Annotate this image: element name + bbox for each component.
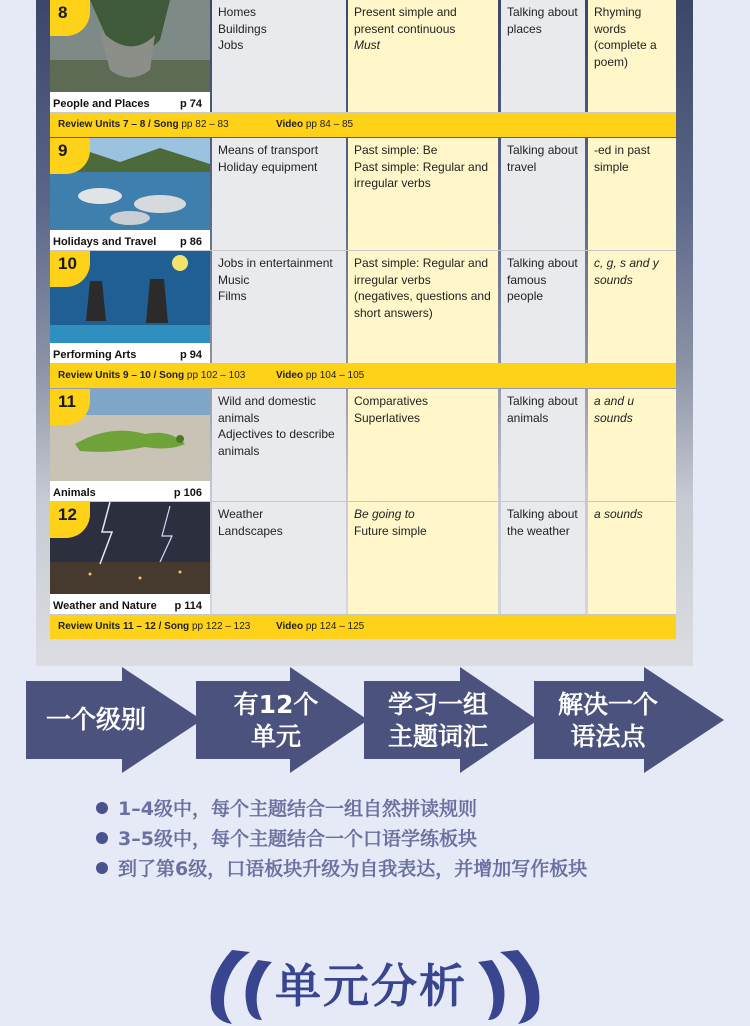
- unit-title: Performing Arts: [53, 349, 137, 361]
- grammar-cell: Past simple: Regular and irregular verbs (negatives, questions and short answers): [348, 251, 498, 363]
- vocab-item: Adjectives to describe animals: [218, 427, 335, 458]
- review-label: Review Units 9 – 10 / Song: [58, 370, 185, 381]
- bullet-dot-icon: [96, 832, 108, 844]
- video-ref: [276, 621, 364, 632]
- unit-number-badge: 12: [50, 502, 90, 538]
- grammar-cell: [348, 138, 498, 250]
- grammar-item: Be going to: [354, 507, 415, 521]
- table-row: [50, 502, 676, 615]
- grammar-item: Comparatives: [354, 394, 429, 408]
- unit-image-cell: [50, 389, 210, 501]
- arrow-vocab-text: [378, 689, 498, 753]
- grammar-item: Must: [354, 38, 381, 52]
- unit-number-badge: 10: [50, 251, 90, 287]
- pronunciation-cell: Rhyming words (complete a poem): [588, 0, 676, 112]
- arrow-units-text: [216, 689, 336, 753]
- vocab-item: Means of transport: [218, 143, 319, 157]
- unit-number-badge: 9: [50, 138, 90, 174]
- unit-title: Holidays and Travel: [53, 236, 157, 248]
- bullet-text: 1–4级中，每个主题结合一组自然拼读规则: [118, 798, 477, 820]
- bullet-text: 到了第6级，口语板块升级为自我表达，并增加写作板块: [118, 858, 588, 880]
- vocab-item: Homes: [218, 5, 257, 19]
- vocab-item: Jobs in entertainment: [218, 256, 333, 270]
- video-label: Video: [276, 621, 304, 632]
- vocab-item: Holiday equipment: [218, 159, 318, 174]
- review-pages: pp 82 – 83: [178, 119, 229, 130]
- vocabulary-cell: [212, 0, 346, 112]
- grammar-item: Past simple: Regular and irregular verbs: [354, 159, 489, 190]
- vocabulary-cell: [212, 389, 346, 501]
- talking-cell: Talking about travel: [501, 138, 585, 250]
- left-swoosh-icon: [246, 960, 272, 1020]
- video-pages: pp 124 – 125: [303, 621, 365, 632]
- table-row: [50, 389, 676, 502]
- review-pages: pp 102 – 103: [184, 370, 246, 381]
- talking-cell: Talking about the weather: [501, 502, 585, 614]
- unit-caption: [50, 230, 210, 250]
- video-ref: [276, 119, 353, 130]
- bullet-item: [96, 794, 477, 821]
- right-swoosh-icon: [478, 960, 504, 1020]
- table-row: [50, 251, 676, 364]
- bullet-dot-icon: [96, 802, 108, 814]
- video-ref: [276, 370, 364, 381]
- pronunciation-cell: -ed in past simple: [588, 138, 676, 250]
- pronunciation-cell: a and u sounds: [588, 389, 676, 501]
- arrow-line: 学习一组: [387, 690, 488, 719]
- vocab-item: Buildings: [218, 21, 267, 36]
- grammar-cell: [348, 502, 498, 614]
- unit-title: Weather and Nature: [53, 600, 157, 612]
- grammar-cell: [348, 0, 498, 112]
- arrow-line: 语法点: [570, 722, 646, 751]
- vocab-item: Music: [218, 272, 250, 287]
- unit-title: Animals: [53, 487, 96, 499]
- arrow-line: 有12个: [233, 690, 319, 719]
- arrow-line: 单元: [250, 722, 301, 751]
- grammar-item: Present simple and present continuous: [354, 5, 457, 36]
- section-title: 单元分析: [275, 959, 467, 1013]
- bullet-dot-icon: [96, 862, 108, 874]
- grammar-cell: [348, 389, 498, 501]
- vocab-item: Films: [218, 289, 247, 303]
- talking-cell: Talking about places: [501, 0, 585, 112]
- review-bar: [50, 615, 676, 639]
- pronunciation-cell: a sounds: [588, 502, 676, 614]
- vocab-item: Landscapes: [218, 523, 283, 538]
- bullet-item: [96, 854, 587, 881]
- unit-title: People and Places: [53, 98, 150, 110]
- unit-image-cell: [50, 138, 210, 250]
- video-pages: pp 84 – 85: [303, 119, 354, 130]
- unit-page: p 114: [174, 600, 202, 612]
- unit-caption: [50, 481, 210, 501]
- vocabulary-cell: [212, 502, 346, 614]
- unit-caption: [50, 92, 210, 112]
- unit-page: p 86: [179, 236, 202, 248]
- vocab-item: Wild and domestic animals: [218, 394, 317, 425]
- bullet-text: 3–5级中，每个主题结合一个口语学练板块: [118, 828, 477, 850]
- arrow-grammar-text: [548, 689, 668, 753]
- table-row: [50, 138, 676, 251]
- unit-image-cell: [50, 251, 210, 363]
- unit-page: p 106: [173, 487, 202, 499]
- video-label: Video: [276, 119, 304, 130]
- right-swoosh-icon: [500, 950, 539, 1024]
- talking-cell: Talking about famous people: [501, 251, 585, 363]
- unit-number-badge: 11: [50, 389, 90, 425]
- review-pages: pp 122 – 123: [189, 621, 251, 632]
- unit-number-badge: 8: [50, 0, 90, 36]
- video-label: Video: [276, 370, 304, 381]
- unit-image-cell: [50, 0, 210, 112]
- vocabulary-cell: [212, 138, 346, 250]
- unit-page: p 94: [179, 349, 202, 361]
- review-bar: [50, 113, 676, 137]
- unit-image-cell: [50, 502, 210, 614]
- unit-caption: [50, 594, 210, 614]
- review-label: Review Units 11 – 12 / Song: [58, 621, 190, 632]
- bullet-item: [96, 824, 477, 851]
- video-pages: pp 104 – 105: [303, 370, 365, 381]
- arrow-level-text: 一个级别: [45, 705, 146, 734]
- review-bar: [50, 364, 676, 388]
- grammar-item: Future simple: [354, 523, 427, 538]
- left-swoosh-icon: [211, 950, 250, 1024]
- talking-cell: Talking about animals: [501, 389, 585, 501]
- vocab-item: Jobs: [218, 38, 244, 52]
- vocabulary-cell: [212, 251, 346, 363]
- grammar-item: Past simple: Be: [354, 143, 438, 157]
- unit-page: p 74: [179, 98, 202, 110]
- arrow-line: 主题词汇: [387, 722, 488, 751]
- pronunciation-cell: c, g, s and y sounds: [588, 251, 676, 363]
- review-label: Review Units 7 – 8 / Song: [58, 119, 179, 130]
- table-row: [50, 0, 676, 113]
- arrow-line: 解决一个: [557, 690, 658, 719]
- unit-caption: [50, 343, 210, 363]
- vocab-item: Weather: [218, 507, 264, 521]
- grammar-item: Superlatives: [354, 410, 421, 425]
